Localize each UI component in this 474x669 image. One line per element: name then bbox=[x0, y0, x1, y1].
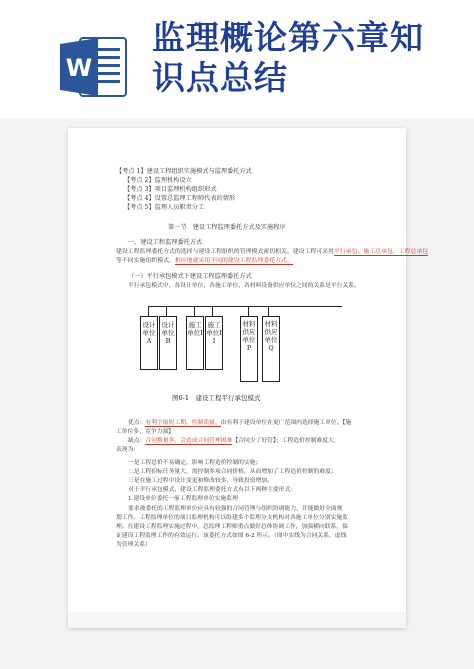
toc-item-4: 【考点 4】设置总监理工程师代表的情形 bbox=[124, 195, 236, 202]
header-banner bbox=[0, 0, 474, 118]
diagram-box-design-a: 设计单位A bbox=[140, 316, 158, 370]
paragraph-1b: 等不同实施组织模式，相应地就采用不同的建设工程监理委托方式。 bbox=[116, 258, 293, 264]
paragraph-5c: 理。在建设工程监理实施过程中，总监理工程师重点做好总体协调工作，加强横向联系，保 bbox=[116, 524, 348, 530]
diagram-box-construction-2: 施工单位II bbox=[205, 316, 223, 370]
toc-item-2: 【考点 2】监理机构设立 bbox=[124, 177, 192, 184]
paragraph-5a: 要求被委托的工程监理单位应具有较强的合同管理与组织协调能力，并能做好全面规 bbox=[128, 506, 343, 512]
heading-1: 一、建设工程监理委托方式 bbox=[128, 239, 203, 246]
toc-item-5: 【考点 5】监理人员职责分工 bbox=[124, 204, 205, 211]
toc-item-1: 【考点 1】建设工程组织实施模式与监理委托方式 bbox=[116, 168, 252, 175]
paragraph-2: 平行承包模式中，各设计单位、各施工单位、各材料设备供应单位之间的关系是平行关系。 bbox=[128, 283, 360, 289]
diagram-box-supplier-p: 材料供应单位P bbox=[240, 316, 258, 382]
toc-item-3: 【考点 3】项目监理机构组织形式 bbox=[124, 186, 217, 193]
disadvantages-line-1: 缺点：合同数量多，会造成合同管理困难【合同少了好管】；工程造价控制难度大， bbox=[128, 438, 340, 444]
section-title: 第一节 建设工程监理委托方式及实施程序 bbox=[168, 224, 286, 231]
svg-text:W: W bbox=[65, 54, 93, 82]
paragraph-5d: 证建设工程监理工作的有效运行。该委托方式如图 6-2 所示。（图中实线为合同关系，虚线 bbox=[116, 533, 347, 539]
advantages-line-1: 优点：有利于缩短工期，控制质量，由有利于建设单位在更广范围内选择施工单位。【施 bbox=[128, 420, 352, 426]
document-page bbox=[68, 128, 429, 628]
paragraph-5b: 划工作。工程监理单位的项目监理机构可以组建多个监理分支机构对各施工单位分别实施监 bbox=[116, 515, 348, 521]
diagram-box-supplier-q: 材料供应单位Q bbox=[262, 316, 280, 382]
paragraph-1a: 建设工程监理委托方式的选择与建设工程组织的管理模式密切相关。建设工程可采用平行承包、施工总承包、工程总承包 bbox=[116, 249, 429, 255]
figure-caption: 图6-1 建设工程平行承包模式 bbox=[172, 394, 261, 402]
page-title: 监理概论第六章知识点总结 bbox=[152, 18, 424, 97]
list-item-3: 三是在施工过程中设计变更和修改较多，导致投资增加。 bbox=[128, 478, 273, 484]
disadvantages-line-2: 表现为： bbox=[116, 447, 140, 453]
paragraph-3: 对于平行承包模式，建设工程监理委托方式有以下两种主要形式： bbox=[128, 487, 297, 493]
diagram-box-design-b: 设计单位B bbox=[159, 316, 177, 370]
list-item-1: 一是工程总价不易确定，影响工程造价控制的实施； bbox=[128, 460, 262, 466]
heading-2: （一）平行承包模式下建设工程监理委托方式 bbox=[128, 273, 252, 280]
page-watermark-band bbox=[68, 612, 406, 628]
advantages-line-2: 工单位多，竞争力强】 bbox=[116, 429, 174, 435]
word-icon bbox=[58, 34, 128, 100]
list-item-2: 二是工程招标任务量大，需控制多项合同价格，从而增加了工程造价控制的难度； bbox=[128, 469, 337, 475]
paragraph-4: 1.建设单位委托一家工程监理单位实施监理 bbox=[128, 496, 238, 502]
diagram-box-construction-1: 施工单位I bbox=[186, 316, 204, 370]
paragraph-5e: 为管理关系） bbox=[116, 542, 151, 548]
